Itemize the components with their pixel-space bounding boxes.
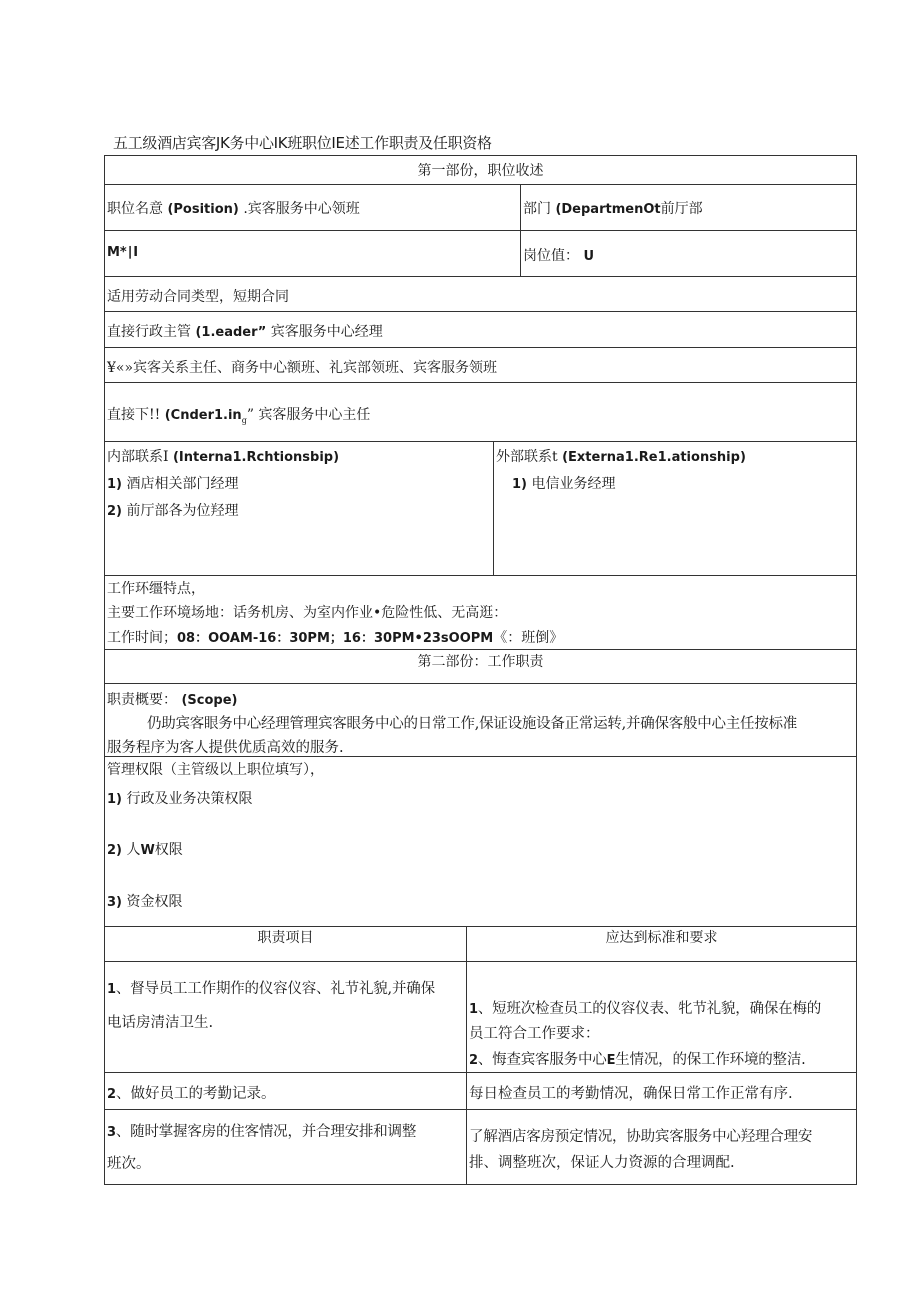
subordinate-en: (Cnder1.in: [164, 408, 242, 423]
duty-table-header: [104, 927, 857, 962]
row-position: [104, 185, 857, 231]
subordinate-sub: g: [241, 415, 247, 425]
post-value-value: U: [583, 249, 595, 264]
internal-en: (Interna1.Rchtionsbip): [172, 450, 340, 465]
env-line2: 主要工作环境场地：话务机房、为室内作业•危险性低、无高逛：: [107, 605, 508, 621]
department-label: 部门: [523, 201, 551, 217]
position-en: (Position): [167, 202, 239, 217]
subordinate-value: ” 宾客服务中心主任: [246, 407, 371, 423]
job-description-table: [104, 155, 857, 1185]
post-value-label: 岗位值：: [523, 248, 579, 264]
leader-label: 直接行政主管: [107, 324, 191, 340]
duty-standard: 了解酒店客房预定情况，协助宾客服务中心羟理合理安 排、调整班次，保证人力资源的合理调配.: [469, 1129, 813, 1171]
part1-label: 第一部份，职位收述: [417, 163, 544, 179]
duty-item: 2、做好员工的考勤记录。: [105, 1073, 467, 1109]
document-title: 五工级酒店宾客JK务中心IK班职位IE述工作职责及任职资格: [113, 134, 492, 152]
scope-text-line2: 服务程序为客人提供优质高效的服务.: [107, 740, 344, 756]
position-label: 职位名意: [107, 201, 163, 217]
position-value: .宾客服务中心领班: [243, 201, 360, 217]
contract-text: 适用劳动合同类型，短期合同: [107, 289, 289, 305]
list-item: 1) 酒店相关部门经理: [107, 476, 239, 492]
part2-label: 第二部份：工作职责: [417, 654, 544, 670]
internal-relations: [105, 442, 494, 575]
table-row: [104, 962, 857, 1073]
leader-value: 宾客服务中心经理: [270, 324, 383, 340]
row-relations: [104, 442, 857, 576]
list-item: 2) 人W权限: [107, 842, 183, 858]
row-environment: [104, 576, 857, 650]
row-post-value: [104, 231, 857, 277]
duty-item: 1、督导员工工作期作的仪容仪容、礼节礼貌,并确保 电话房清洁卫生.: [105, 962, 467, 1072]
list-item: 1) 行政及业务决策权限: [107, 791, 253, 807]
subordinate-label: 直接下!!: [107, 407, 161, 423]
department-value: 前厅部: [660, 201, 703, 217]
duty-item: 3、随时掌握客房的住客情况，并合理安排和调整 班次。: [105, 1110, 467, 1184]
subordinate-field: [107, 404, 370, 425]
duty-standard: 1、短班次检查员工的仪容仪表、牝节礼貌，确保在梅的 员工符合工作要求： 2、悔查宾客服务中心E生情况，的保工作环境的整洁.: [469, 1001, 822, 1068]
scope-en: (Scope): [181, 693, 238, 708]
duty-header-items: 职责项目: [105, 927, 467, 961]
work-hours: 08：OOAM-16：30PM；16：30PM•23sOOPM: [177, 631, 494, 646]
env-line1: 工作环缰特点，: [107, 581, 205, 597]
scope-label: 职责概要：: [107, 692, 177, 708]
scope-text-line1: 仍助宾客眼务中心经理管理宾客眼务中心的日常工作,保证设施设备正常运转,并确保客般中心主任按标准: [147, 716, 797, 732]
peers-text: ¥«»宾客关系主任、商务中心额班、礼宾部领班、宾客服务领班: [107, 360, 498, 376]
row-leader: [104, 312, 857, 348]
list-item: 2) 前厅部各为位羟理: [107, 503, 239, 519]
department-en: (DepartmenOt: [555, 202, 661, 217]
authority-label: 管理权限（主管级以上职位填写），: [107, 762, 324, 778]
position-field: [107, 198, 360, 218]
department-field: [523, 198, 703, 218]
external-en: (Externa1.Re1.ationship): [562, 450, 746, 465]
internal-label: 内部联系I: [107, 449, 169, 465]
external-label: 外部联系t: [496, 449, 558, 465]
row-scope: [104, 684, 857, 757]
table-row: [104, 1073, 857, 1110]
row-authority: [104, 757, 857, 927]
mark-text: M*∣I: [107, 245, 139, 260]
section-header-part1: [104, 155, 857, 185]
leader-field: [107, 321, 383, 341]
list-item: 1) 电信业务经理: [512, 476, 616, 492]
duty-standard: 每日检查员工的考勤情况，确保日常工作正常有序.: [469, 1086, 793, 1102]
row-subordinate: [104, 383, 857, 442]
list-item: 3) 资金权限: [107, 894, 183, 910]
post-value-field: [523, 245, 594, 265]
row-peers: [104, 348, 857, 383]
internal-heading: [107, 446, 339, 466]
external-heading: [496, 446, 746, 466]
external-relations: [494, 442, 856, 575]
section-header-part2: [104, 650, 857, 684]
duty-header-standards: 应达到标准和要求: [605, 930, 718, 946]
table-row: [104, 1110, 857, 1185]
scope-heading: [107, 689, 237, 709]
env-line3: 工作时间；08：OOAM-16：30PM；16：30PM•23sOOPM《：班倒》: [107, 630, 564, 646]
row-contract: [104, 277, 857, 312]
leader-en: (1.eader”: [195, 325, 267, 340]
